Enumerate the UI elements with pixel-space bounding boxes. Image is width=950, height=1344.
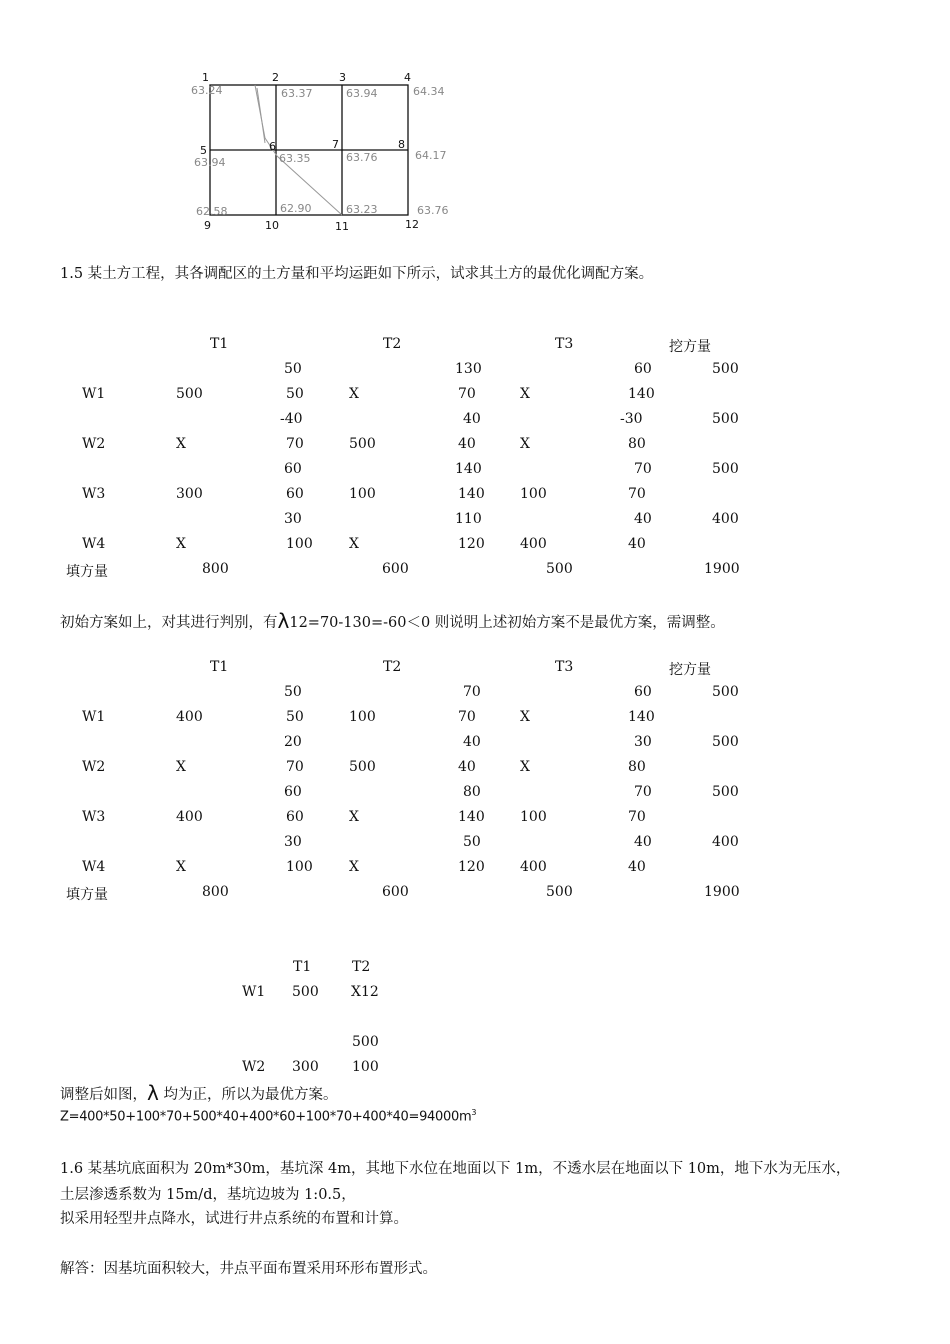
fill-value: 500 [546, 884, 573, 900]
cost-formula [60, 1108, 476, 1124]
table-header: T2 [383, 659, 402, 675]
small-table-header-t1: T1 [293, 959, 312, 975]
node-label: 12 [405, 218, 419, 231]
elevation-label: 63.76 [346, 151, 378, 164]
table-cell: 300 [176, 486, 203, 502]
elevation-label: 63.23 [346, 203, 378, 216]
table-cell: 40 [628, 859, 646, 875]
table-cell: 30 [284, 834, 302, 850]
table-header: T1 [210, 659, 229, 675]
table-cell: 70 [463, 684, 481, 700]
row-label: W2 [82, 759, 106, 775]
table-cell: 40 [634, 834, 652, 850]
table-cell: 500 [176, 386, 203, 402]
table-cell: 400 [712, 834, 739, 850]
table-cell: 70 [628, 809, 646, 825]
table-cell: 80 [463, 784, 481, 800]
elevation-label: 63.94 [194, 156, 226, 169]
small-table-w2-t2: 100 [352, 1059, 379, 1075]
lambda-symbol: λ [147, 1081, 159, 1105]
table-cell: X [349, 536, 359, 552]
table-cell: -40 [280, 411, 303, 427]
fill-value: 600 [382, 884, 409, 900]
table-cell: 80 [628, 759, 646, 775]
node-label: 10 [265, 219, 279, 232]
table-cell: 70 [634, 461, 652, 477]
table-cell: 140 [458, 486, 485, 502]
fill-label: 填方量 [66, 887, 108, 903]
table-cell: 130 [455, 361, 482, 377]
table-cell: 60 [634, 361, 652, 377]
table-cell: 50 [284, 361, 302, 377]
judgement-before: 初始方案如上，对其进行判别，有 [60, 615, 278, 631]
table-cell: 50 [286, 709, 304, 725]
table-cell: 50 [286, 386, 304, 402]
small-table-w1-t2: X12 [351, 984, 379, 1000]
fill-value: 600 [382, 561, 409, 577]
node-label: 3 [339, 71, 346, 84]
lambda-symbol: λ [277, 609, 290, 633]
table-cell: 70 [286, 759, 304, 775]
elevation-label: 63.76 [417, 204, 449, 217]
table-cell: 500 [712, 411, 739, 427]
small-table-mid-value: 500 [352, 1034, 379, 1050]
judgement-after: 12=70-130=-60＜0 则说明上述初始方案不是最优方案，需调整。 [289, 615, 725, 631]
node-label: 6 [269, 140, 276, 153]
table-header: 挖方量 [669, 339, 711, 355]
fill-value: 800 [202, 884, 229, 900]
node-label: 7 [332, 138, 339, 151]
problem-1-5-text: 1.5 某土方工程，其各调配区的土方量和平均运距如下所示，试求其土方的最优化调配方案。 [60, 266, 654, 282]
row-label: W4 [82, 536, 106, 552]
table-cell: 50 [463, 834, 481, 850]
formula-superscript: 3 [471, 1108, 477, 1117]
problem-1-6-line-2: 土层渗透系数为 15m/d，基坑边坡为 1:0.5， [60, 1187, 356, 1203]
table-cell: 400 [712, 511, 739, 527]
adjusted-before: 调整后如图， [60, 1087, 147, 1103]
table-cell: X [176, 436, 186, 452]
elevation-label: 63.37 [281, 87, 313, 100]
node-label: 9 [204, 219, 211, 232]
table-cell: 120 [458, 536, 485, 552]
table-cell: 60 [284, 784, 302, 800]
table-cell: 100 [520, 486, 547, 502]
table-cell: 70 [458, 709, 476, 725]
table-cell: 110 [455, 511, 482, 527]
table-cell: 500 [349, 759, 376, 775]
node-label: 4 [404, 71, 411, 84]
table-cell: X [520, 709, 530, 725]
table-cell: 60 [286, 486, 304, 502]
small-table-w2-label: W2 [242, 1059, 266, 1075]
row-label: W2 [82, 436, 106, 452]
node-label: 2 [272, 71, 279, 84]
table-header: 挖方量 [669, 662, 711, 678]
table-cell: 140 [455, 461, 482, 477]
table-cell: -30 [620, 411, 643, 427]
adjusted-line [60, 1080, 337, 1104]
table-cell: 70 [458, 386, 476, 402]
table-cell: X [349, 859, 359, 875]
fill-label: 填方量 [66, 564, 108, 580]
node-label: 5 [200, 144, 207, 157]
adjusted-after: 均为正，所以为最优方案。 [158, 1087, 338, 1103]
elevation-label: 64.34 [413, 85, 445, 98]
table-cell: 30 [284, 511, 302, 527]
small-table-w1-t1: 500 [292, 984, 319, 1000]
node-label: 11 [335, 220, 349, 233]
elevation-label: 63.35 [279, 152, 311, 165]
node-label: 8 [398, 138, 405, 151]
table-cell: 30 [634, 734, 652, 750]
table-cell: X [520, 759, 530, 775]
row-label: W1 [82, 386, 106, 402]
fill-value: 1900 [704, 561, 740, 577]
elevation-label: 63.94 [346, 87, 378, 100]
row-label: W3 [82, 486, 106, 502]
table-cell: X [349, 386, 359, 402]
table-header: T3 [555, 659, 574, 675]
table-cell: 40 [463, 411, 481, 427]
table-cell: 100 [349, 709, 376, 725]
table-cell: 400 [520, 859, 547, 875]
table-cell: 60 [634, 684, 652, 700]
formula-text: Z=400*50+100*70+500*40+400*60+100*70+400*40=94000m [60, 1109, 472, 1125]
table-cell: 500 [712, 361, 739, 377]
table-cell: 140 [628, 709, 655, 725]
table-cell: 40 [628, 536, 646, 552]
table-cell: 500 [349, 436, 376, 452]
elevation-label: 62.90 [280, 202, 312, 215]
grid-elevation-figure [185, 68, 475, 238]
problem-1-6-line-1: 1.6 某基坑底面积为 20m*30m，基坑深 4m，其地下水位在地面以下 1m，不透水层在地面以下 10m，地下水为无压水， [60, 1161, 851, 1177]
table-cell: 60 [286, 809, 304, 825]
table-cell: 400 [520, 536, 547, 552]
small-table-header-t2: T2 [352, 959, 371, 975]
table-cell: X [176, 859, 186, 875]
table-cell: 70 [286, 436, 304, 452]
table-cell: 120 [458, 859, 485, 875]
judgement-line [60, 608, 725, 632]
elevation-label: 62.58 [196, 205, 228, 218]
table-header: T3 [555, 336, 574, 352]
table-cell: X [176, 536, 186, 552]
table-header: T1 [210, 336, 229, 352]
fill-value: 500 [546, 561, 573, 577]
table-cell: 60 [284, 461, 302, 477]
row-label: W3 [82, 809, 106, 825]
row-label: W1 [82, 709, 106, 725]
table-cell: 500 [712, 784, 739, 800]
table-cell: 100 [349, 486, 376, 502]
small-table-w1-label: W1 [242, 984, 266, 1000]
fill-value: 1900 [704, 884, 740, 900]
table-cell: 40 [458, 436, 476, 452]
table-header: T2 [383, 336, 402, 352]
table-cell: 500 [712, 461, 739, 477]
table-cell: 140 [458, 809, 485, 825]
table-cell: 40 [463, 734, 481, 750]
table-cell: X [520, 386, 530, 402]
table-cell: 40 [634, 511, 652, 527]
row-label: W4 [82, 859, 106, 875]
table-cell: 400 [176, 809, 203, 825]
elevation-label: 63.24 [191, 84, 223, 97]
table-cell: 400 [176, 709, 203, 725]
table-cell: X [176, 759, 186, 775]
table-cell: 40 [458, 759, 476, 775]
elevation-label: 64.17 [415, 149, 447, 162]
table-cell: 20 [284, 734, 302, 750]
table-cell: 70 [634, 784, 652, 800]
problem-1-6-line-3: 拟采用轻型井点降水，试进行井点系统的布置和计算。 [60, 1211, 408, 1227]
fill-value: 800 [202, 561, 229, 577]
table-cell: 500 [712, 684, 739, 700]
node-label: 1 [202, 71, 209, 84]
table-cell: X [349, 809, 359, 825]
small-table-w2-t1: 300 [292, 1059, 319, 1075]
table-cell: X [520, 436, 530, 452]
table-cell: 140 [628, 386, 655, 402]
table-cell: 100 [286, 536, 313, 552]
answer-line: 解答：因基坑面积较大，井点平面布置采用环形布置形式。 [60, 1261, 437, 1277]
table-cell: 70 [628, 486, 646, 502]
table-cell: 500 [712, 734, 739, 750]
table-cell: 80 [628, 436, 646, 452]
table-cell: 50 [284, 684, 302, 700]
table-cell: 100 [520, 809, 547, 825]
table-cell: 100 [286, 859, 313, 875]
